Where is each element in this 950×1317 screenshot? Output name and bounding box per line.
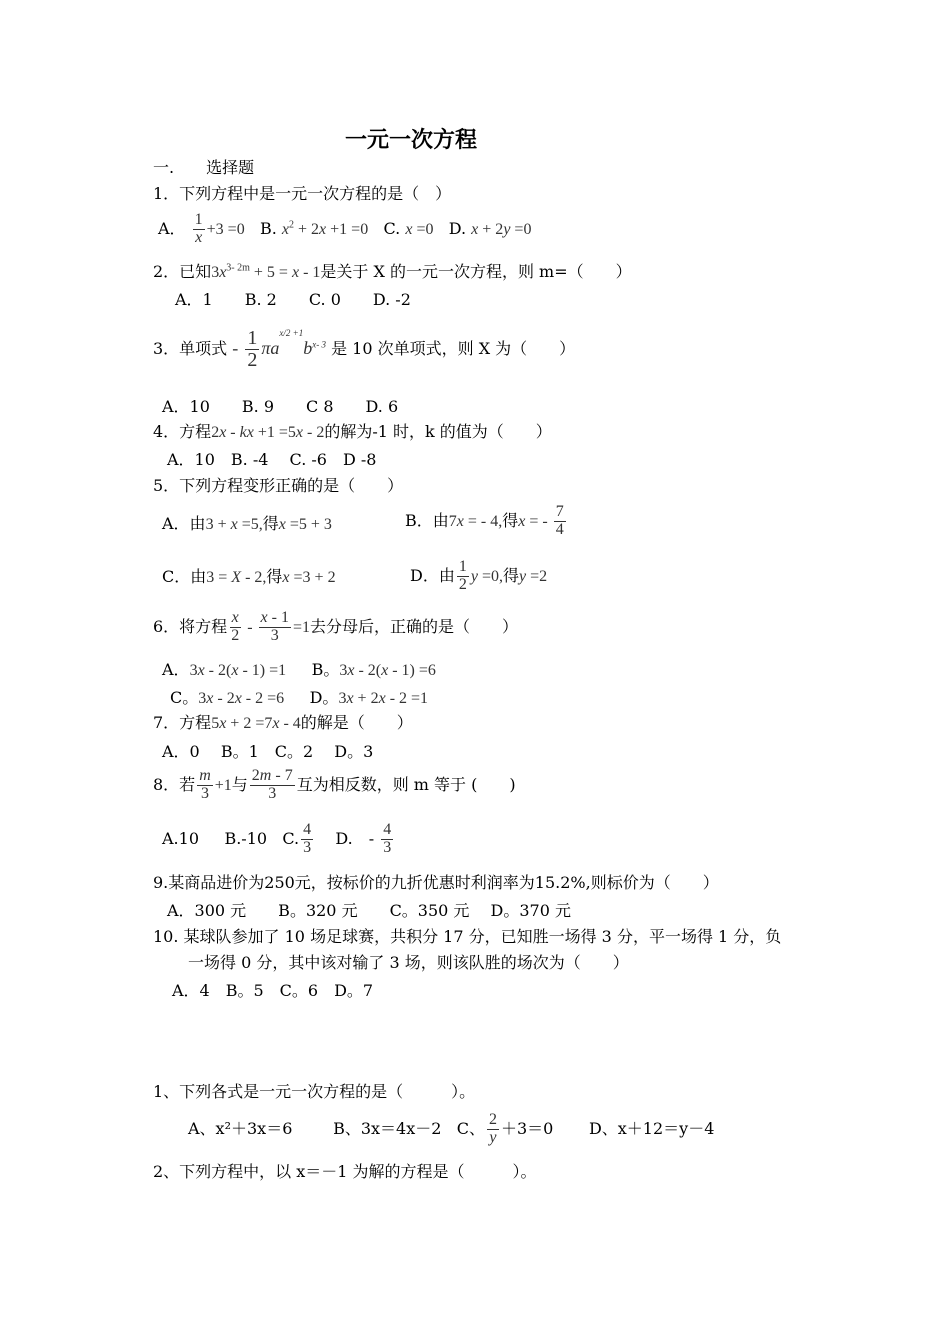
question-8-options: A.10 B.-10 C. $\frac{4}{3}$ D. - $\frac{4}{3}$ <box>162 821 392 856</box>
practice-1-options: A、x²＋3x＝6 B、3x＝4x－2 C、 $\frac{2}{y}$ ＋3＝0 D、x＋12＝y－4 <box>188 1111 715 1146</box>
question-1-options: A． $\frac{1}{x}$ +3 =0 B. $x^2 + 2x +1 =0$ C. x =0 D. x + 2y =0 <box>158 211 532 246</box>
question-5-option-d: D．由 $\frac{1}{2}$ y =0,得y =2 <box>410 558 548 593</box>
question-7-options: A．0 B。1 C。2 D。3 <box>162 742 374 761</box>
question-5-stem: 5．下列方程变形正确的是（ ） <box>153 476 404 495</box>
question-6-options-ab: A．3x - 2(x - 1) =1 B。3x - 2(x - 1) =6 <box>162 660 436 679</box>
question-5-option-b: B．由7x = - 4,得x = - $\frac{7}{4}$ <box>405 503 564 538</box>
question-3-options: A．10 B. 9 C 8 D. 6 <box>162 397 399 416</box>
question-6-options-cd: C。3x - 2x - 2 =6 D。3x + 2x - 2 =1 <box>170 688 429 707</box>
question-5-option-c: C．由3 = X - 2,得x =3 + 2 <box>162 567 336 586</box>
question-4-stem: 4．方程2x - kx +1 =5x - 2的解为-1 时，k 的值为（ ） <box>153 422 552 441</box>
question-9-options: A．300 元 B。320 元 C。350 元 D。370 元 <box>167 901 571 920</box>
page-title: 一元一次方程 <box>345 127 478 153</box>
question-9-stem: 9.某商品进价为250元，按标价的九折优惠时利润率为15.2%,则标价为（ ） <box>153 873 719 892</box>
question-7-stem: 7．方程5x + 2 =7x - 4的解是（ ） <box>153 713 413 732</box>
practice-1-stem: 1、下列各式是一元一次方程的是（ ）。 <box>153 1082 476 1101</box>
question-5-option-a: A．由3 + x =5,得x =5 + 3 <box>162 514 332 533</box>
question-4-options: A．10 B. -4 C. -6 D -8 <box>167 450 377 469</box>
question-1-stem: 1．下列方程中是一元一次方程的是（ ） <box>153 184 452 203</box>
question-2-options: A．1 B. 2 C. 0 D. -2 <box>175 290 411 309</box>
question-2-stem: 2．已知$3x^{3- 2m} + 5 = x - 1$是关于 X 的一元一次方程，则 m=（ ） <box>153 262 632 281</box>
question-6-stem: 6．将方程 $\frac{x}{2}$ - $\frac{x - 1}{3}$ =1去分母后，正确的是（ ） <box>153 609 518 644</box>
question-10-options: A．4 B。5 C。6 D。7 <box>172 981 374 1000</box>
section-heading: 一. 选择题 <box>153 158 255 177</box>
question-10-line-2: 一场得 0 分，其中该对输了 3 场，则该队胜的场次为（ ） <box>188 953 629 972</box>
question-3-stem: 3．单项式 - $\frac{1}{2}$ $\pi a^{x/2 +1}b^{x- 3}$ 是 10 次单项式，则 X 为（ ） <box>153 327 576 371</box>
question-8-stem: 8．若 $\frac{m}{3}$ +1与 $\frac{2m - 7}{3}$ 互为相反数，则 m 等于 ( ) <box>153 767 516 802</box>
practice-2-stem: 2、下列方程中，以 x＝－1 为解的方程是（ ）。 <box>153 1162 537 1181</box>
question-10-line-1: 10. 某球队参加了 10 场足球赛，共积分 17 分，已知胜一场得 3 分，平一场得 1 分，负 <box>153 927 782 946</box>
